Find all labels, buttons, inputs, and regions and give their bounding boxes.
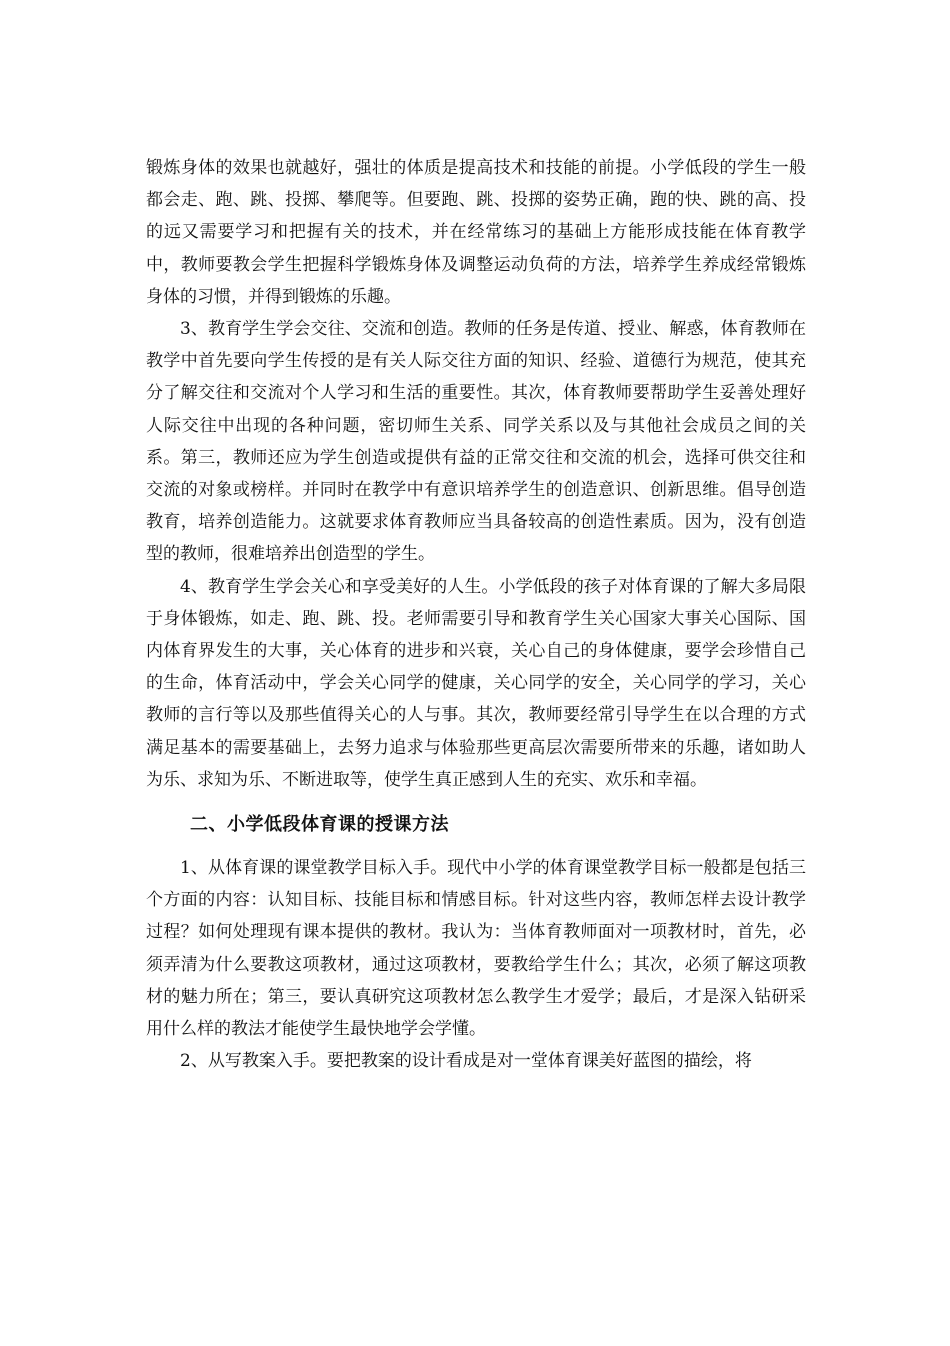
paragraph-method-2: 2、从写教案入手。要把教案的设计看成是对一堂体育课美好蓝图的描绘，将 (180, 1051, 752, 1072)
document-body (146, 152, 806, 1077)
paragraph-item-3: 3、教育学生学会交往、交流和创造。教师的任务是传道、授业、解惑，体育教师在教学中首先要向学生传授的是有关人际交往方面的知识、经验、道德行为规范，使其充分了解交往和交流对个人学习和生活的重要性。其次，体育教师要帮助学生妥善处理好人际交往中出现的各种问题，密切师生关系、同学关系以及与其他社会成员之间的关系。第三，教师还应为学生创造或提供有益的正常交往和交流的机会，选择可供交往和交流的对象或榜样。并同时在教学中有意识培养学生的创造意识、创新思维。倡导创造教育，培养创造能力。这就要求体育教师应当具备较高的创造性素质。因为，没有创造型的教师，很难培养出创造型的学生。 (146, 319, 806, 565)
section-heading: 二、小学低段体育课的授课方法 (190, 814, 449, 836)
paragraph-method-1: 1、从体育课的课堂教学目标入手。现代中小学的体育课堂教学目标一般都是包括三个方面的内容：认知目标、技能目标和情感目标。针对这些内容，教师怎样去设计教学过程？如何处理现有课本提供的教材。我认为：当体育教师面对一项教材时，首先，必须弄清为什么要教这项教材，通过这项教材，要教给学生什么；其次，必须了解这项教材的魅力所在；第三，要认真研究这项教材怎么教学生才爱学；最后，才是深入钻研采用什么样的教法才能使学生最快地学会学懂。 (146, 858, 806, 1040)
paragraph-item-4: 4、教育学生学会关心和享受美好的人生。小学低段的孩子对体育课的了解大多局限于身体锻炼，如走、跑、跳、投。老师需要引导和教育学生关心国家大事关心国际、国内体育界发生的大事，关心体育的进步和兴衰，关心自己的身体健康，要学会珍惜自己的生命，体育活动中，学会关心同学的健康，关心同学的安全，关心同学的学习，关心教师的言行等以及那些值得关心的人与事。其次，教师要经常引导学生在以合理的方式满足基本的需要基础上，去努力追求与体验那些更高层次需要所带来的乐趣，诸如助人为乐、求知为乐、不断进取等，使学生真正感到人生的充实、欢乐和幸福。 (146, 576, 806, 790)
paragraph-continuation: 锻炼身体的效果也就越好，强壮的体质是提高技术和技能的前提。小学低段的学生一般都会走、跑、跳、投掷、攀爬等。但要跑、跳、投掷的姿势正确，跑的快、跳的高、投的远又需要学习和把握有关的技术，并在经常练习的基础上方能形成技能在体育教学中，教师要教会学生把握科学锻炼身体及调整运动负荷的方法，培养学生养成经常锻炼身体的习惯，并得到锻炼的乐趣。 (146, 158, 806, 307)
